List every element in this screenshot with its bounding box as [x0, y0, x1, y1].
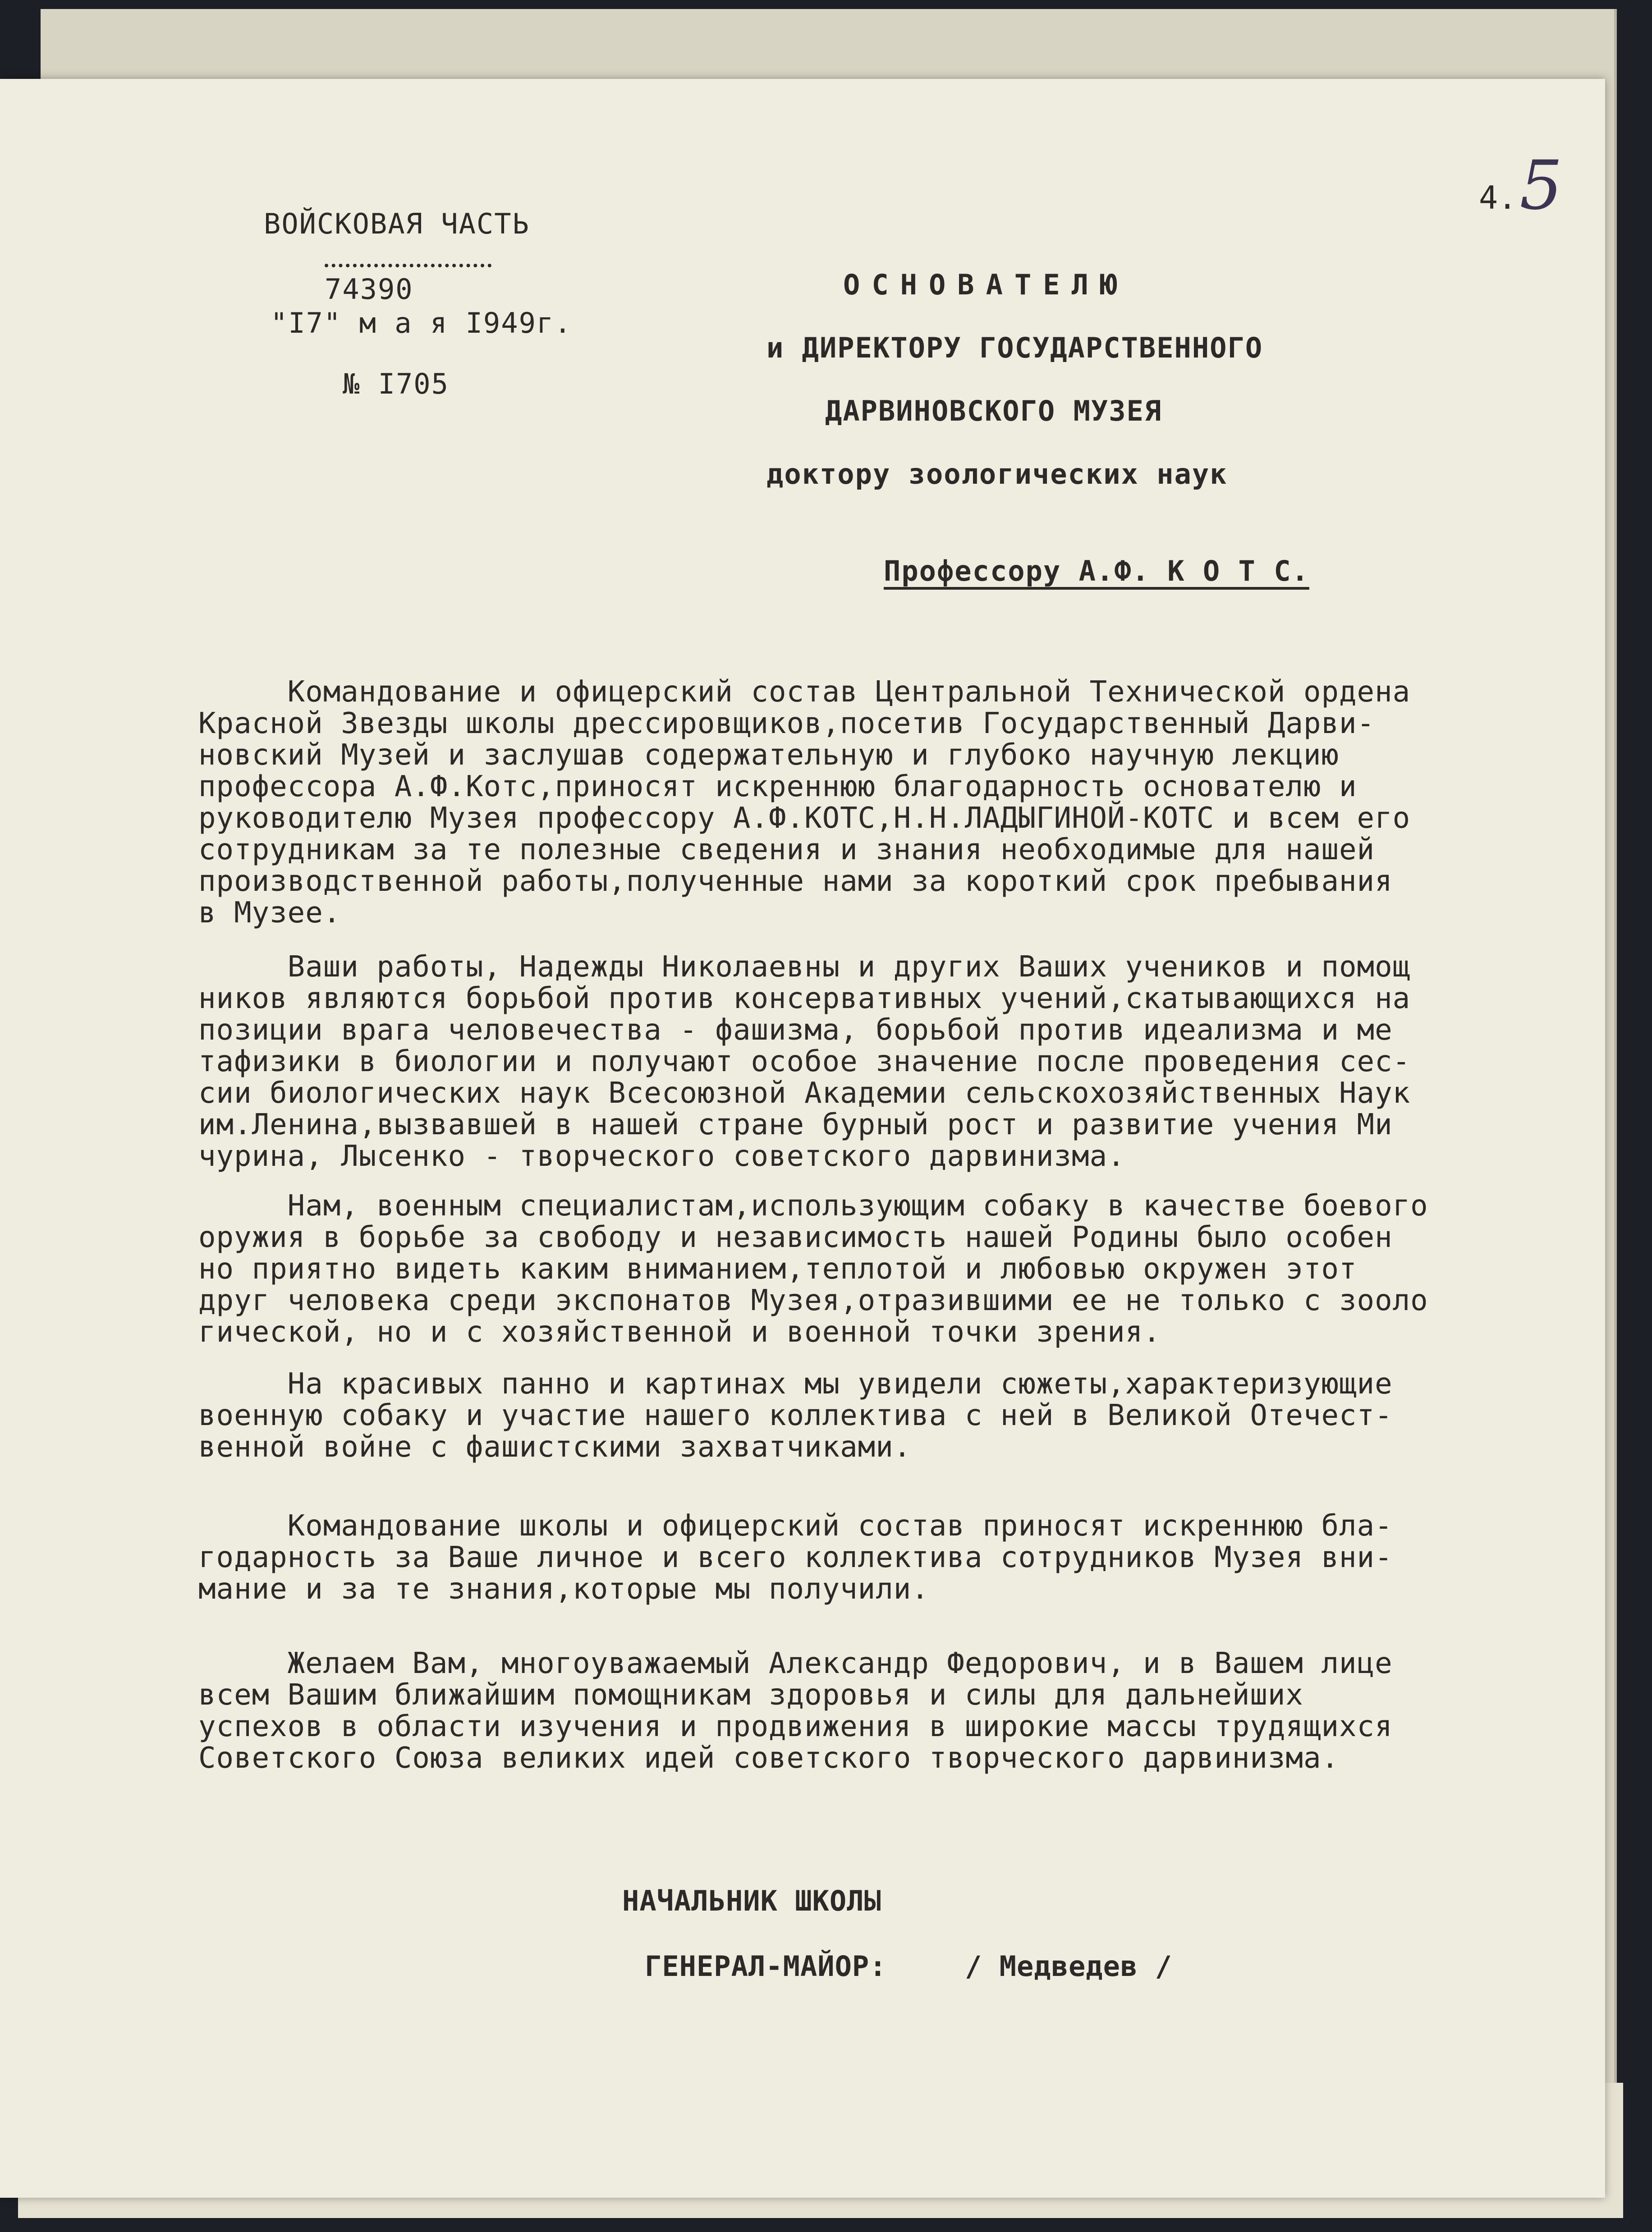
header-unit: ВОЙСКОВАЯ ЧАСТЬ	[264, 207, 530, 240]
letter-page	[0, 79, 1605, 2198]
text-line: Нам, военным специалистам,использующим собаку в качестве боевого	[198, 1189, 1428, 1223]
signature-name: / Медведев /	[965, 1950, 1172, 1983]
text-line: Командование и офицерский состав Центральной Технической ордена	[198, 675, 1411, 709]
text-line: всем Вашим ближайшим помощникам здоровья и силы для дальнейших	[198, 1678, 1303, 1712]
text-line: ников являются борьбой против консервативных учений,скатывающихся на	[198, 982, 1411, 1015]
text-line: На красивых панно и картинах мы увидели сюжеты,характеризующие	[198, 1367, 1393, 1401]
addressee-professor: Профессору А.Ф. К О Т С.	[884, 555, 1309, 587]
text-line: профессора А.Ф.Котс,приносят искреннюю благодарность основателю и	[198, 770, 1357, 803]
text-line: оружия в борьбе за свободу и независимость нашей Родины было особен	[198, 1221, 1393, 1254]
addressee-line-1: ОСНОВАТЕЛЮ	[843, 268, 1129, 301]
text-line: им.Ленина,вызвавшей в нашей стране бурный рост и развитие учения Ми	[198, 1108, 1393, 1141]
text-line: Командование школы и офицерский состав приносят искреннюю бла-	[198, 1509, 1393, 1543]
text-line: друг человека среди экспонатов Музея,отразившими ее не только с зооло	[198, 1284, 1428, 1317]
text-line: успехов в области изучения и продвижения в широкие массы трудящихся	[198, 1710, 1393, 1743]
text-line: венной войне с фашистскими захватчиками.	[198, 1430, 912, 1464]
header-divider	[325, 264, 491, 267]
text-line: военную собаку и участие нашего коллектива с ней в Великой Отечест-	[198, 1399, 1393, 1432]
header-date: "I7" м а я I949г.	[271, 307, 572, 339]
text-line: гической, но и с хозяйственной и военной точки зрения.	[198, 1315, 1161, 1349]
signature-title-1: НАЧАЛЬНИК ШКОЛЫ	[622, 1884, 881, 1917]
text-line: чурина, Лысенко - творческого советского дарвинизма.	[198, 1140, 1125, 1173]
text-line: новский Музей и заслушав содержательную и глубоко научную лекцию	[198, 738, 1339, 772]
signature-title-2: ГЕНЕРАЛ-МАЙОР:	[645, 1950, 887, 1983]
page-number-handwritten: 5	[1519, 147, 1563, 225]
text-line: годарность за Ваше личное и всего коллектива сотрудников Музея вни-	[198, 1541, 1393, 1574]
text-line: сии биологических наук Всесоюзной Академии сельскохозяйственных Наук	[198, 1077, 1411, 1110]
text-line: сотрудникам за те полезные сведения и знания необходимые для нашей	[198, 833, 1375, 866]
text-line: тафизики в биологии и получают особое значение после проведения сес-	[198, 1045, 1411, 1078]
text-line: позиции врага человечества - фашизма, борьбой против идеализма и ме	[198, 1013, 1393, 1047]
paragraph-6	[198, 1648, 1610, 1774]
text-line: в Музее.	[198, 896, 341, 930]
paragraph-5	[198, 1510, 1610, 1605]
header-unit-number: 74390	[325, 273, 413, 306]
paragraph-4	[198, 1368, 1610, 1463]
addressee-line-3: ДАРВИНОВСКОГО МУЗЕЯ	[825, 394, 1162, 427]
text-line: Красной Звезды школы дрессировщиков,посетив Государственный Дарви-	[198, 707, 1375, 740]
addressee-line-2: и ДИРЕКТОРУ ГОСУДАРСТВЕННОГО	[766, 331, 1263, 364]
text-line: производственной работы,полученные нами за короткий срок пребывания	[198, 865, 1393, 898]
text-line: Ваши работы, Надежды Николаевны и других Ваших учеников и помощ	[198, 950, 1411, 984]
text-line: Желаем Вам, многоуважаемый Александр Федорович, и в Вашем лице	[198, 1647, 1393, 1680]
addressee-line-4: доктору зоологических наук	[766, 458, 1228, 490]
paragraph-1	[198, 676, 1610, 929]
page-number	[1479, 147, 1563, 225]
text-line: но приятно видеть каким вниманием,теплотой и любовью окружен этот	[198, 1252, 1357, 1286]
paragraph-3	[198, 1190, 1610, 1348]
text-line: мание и за те знания,которые мы получили.	[198, 1572, 929, 1606]
paragraph-2	[198, 951, 1610, 1172]
header-ref-number: № I705	[343, 367, 449, 400]
text-line: руководителю Музея профессору А.Ф.КОТС,Н.Н.ЛАДЫГИНОЙ-КОТС и всем его	[198, 802, 1411, 835]
page-number-typed: 4.	[1479, 179, 1517, 216]
text-line: Советского Союза великих идей советского творческого дарвинизма.	[198, 1742, 1339, 1775]
